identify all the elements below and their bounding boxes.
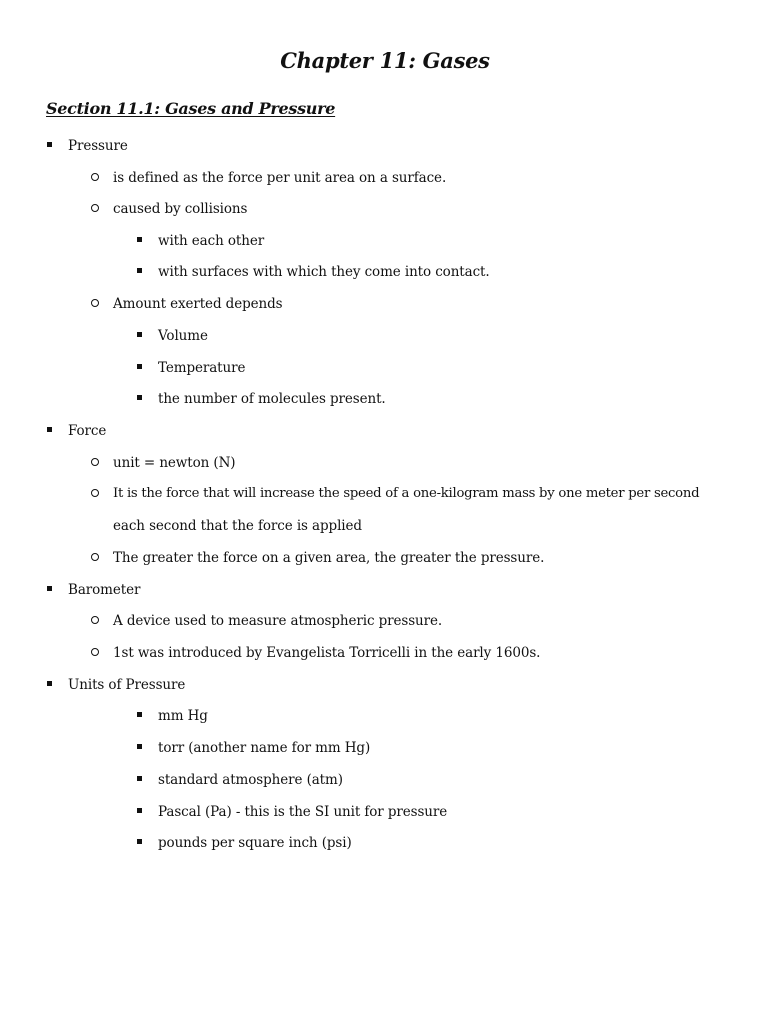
outline-subsubitem: Temperature (158, 360, 246, 376)
square-bullet-icon (47, 676, 52, 694)
outline-subsubitem: pounds per square inch (psi) (158, 835, 352, 851)
square-bullet-icon (47, 422, 52, 440)
outline-subitem-continuation: each second that the force is applied (113, 518, 362, 534)
circle-bullet-icon (91, 169, 99, 187)
outline-subsubitem: the number of molecules present. (158, 391, 386, 407)
square-bullet-icon (137, 771, 142, 789)
circle-bullet-icon (91, 454, 99, 472)
outline-subitem: caused by collisions (113, 201, 248, 217)
square-bullet-icon (47, 581, 52, 599)
circle-bullet-icon (91, 200, 99, 218)
outline-subsubitem: torr (another name for mm Hg) (158, 740, 371, 756)
square-bullet-icon (137, 803, 142, 821)
circle-bullet-icon (91, 644, 99, 662)
outline-subitem: is defined as the force per unit area on a surface. (113, 170, 447, 186)
square-bullet-icon (137, 390, 142, 408)
square-bullet-icon (137, 263, 142, 281)
outline-subitem: unit = newton (N) (113, 455, 236, 471)
outline-item-force: Force (68, 423, 107, 439)
outline-subitem: It is the force that will increase the speed of a one-kilogram mass by one meter per second (113, 486, 700, 501)
outline-subsubitem: with surfaces with which they come into contact. (158, 264, 490, 280)
square-bullet-icon (137, 327, 142, 345)
outline-subsubitem: with each other (158, 233, 265, 249)
circle-bullet-icon (91, 295, 99, 313)
outline-subitem: The greater the force on a given area, the greater the pressure. (113, 550, 545, 566)
square-bullet-icon (137, 739, 142, 757)
circle-bullet-icon (91, 612, 99, 630)
outline-subitem: A device used to measure atmospheric pressure. (113, 613, 443, 629)
outline-subsubitem: standard atmosphere (atm) (158, 772, 343, 788)
outline-item-units: Units of Pressure (68, 677, 186, 693)
outline-subsubitem: Pascal (Pa) - this is the SI unit for pressure (158, 804, 448, 820)
outline-item-barometer: Barometer (68, 582, 141, 598)
outline-subsubitem: Volume (158, 328, 208, 344)
circle-bullet-icon (91, 549, 99, 567)
circle-bullet-icon (91, 485, 99, 503)
outline-subsubitem: mm Hg (158, 708, 208, 724)
outline-subitem: 1st was introduced by Evangelista Torricelli in the early 1600s. (113, 645, 541, 661)
section-title: Section 11.1: Gases and Pressure (46, 99, 336, 118)
chapter-title: Chapter 11: Gases (280, 48, 490, 73)
square-bullet-icon (137, 707, 142, 725)
square-bullet-icon (137, 834, 142, 852)
square-bullet-icon (47, 137, 52, 155)
outline-item-pressure: Pressure (68, 138, 128, 154)
square-bullet-icon (137, 359, 142, 377)
outline-subitem: Amount exerted depends (113, 296, 283, 312)
square-bullet-icon (137, 232, 142, 250)
